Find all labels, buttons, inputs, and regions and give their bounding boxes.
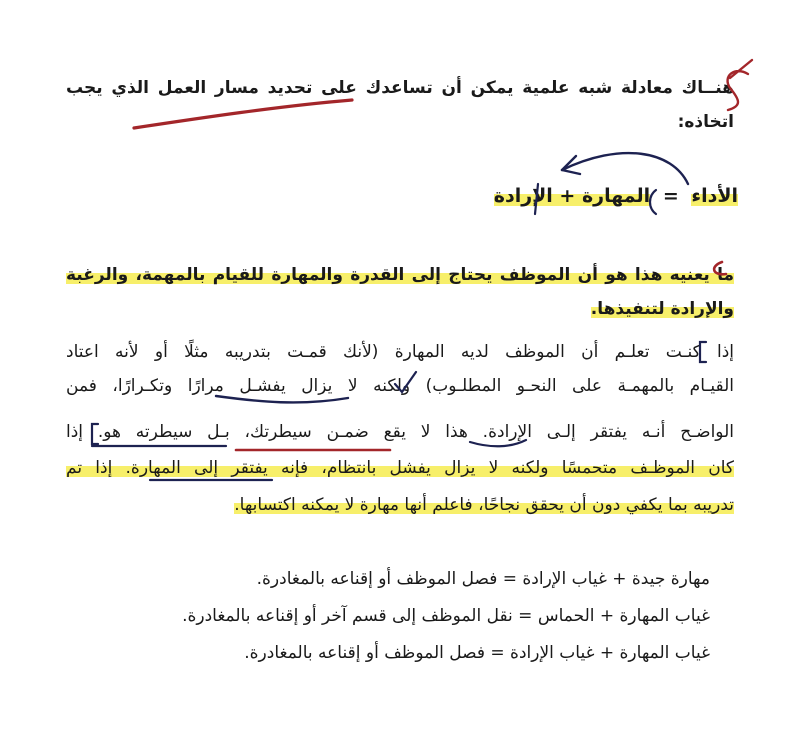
equation-1: مهارة جيدة + غياب الإرادة = فصل الموظف أو إقناعه بالمغادرة. [256,569,710,589]
red-underline-intro [134,100,352,128]
formula-equals: = [662,185,679,207]
paragraph-line-3: الواضـح أنـه يفتقر إلـى الإرادة. هذا لا يقع ضمـن سيطرتك، بـل سيطرته هو. إذا [66,422,734,442]
arrow-head [562,156,580,174]
formula-lhs: الأداء [691,185,738,207]
paragraph-line-2: القيـام بالمهمـة على النحـو المطلـوب) ولكنه لا يزال يفشـل مرارًا وتكـرارًا، فمن [66,376,734,396]
formula-rhs: المهارة + الإرادة [493,185,651,207]
intro-line-2: اتخاذه: [677,112,734,132]
paragraph-line-4 [66,456,734,480]
equation-2: غياب المهارة + الحماس = نقل الموظف إلى قسم آخر أو إقناعه بالمغادرة. [182,606,710,626]
meaning-line-1-text: ما يعنيه هذا هو أن الموظف يحتاج إلى القدرة والمهارة للقيام بالمهمة، والرغبة [66,265,734,285]
paragraph-line-5 [234,493,734,517]
curved-arrow [562,153,688,184]
formula [494,184,738,208]
meaning-line-2-text: والإرادة لتنفيذها. [590,299,734,319]
meaning-line-1 [66,263,734,287]
meaning-line-2 [591,297,734,321]
intro-line-1: هنــاك معادلة شبه علمية يمكن أن تساعدك على تحديد مسار العمل الذي يجب [66,78,734,98]
equation-3: غياب المهارة + غياب الإرادة = فصل الموظف أو إقناعه بالمغادرة. [244,643,710,663]
paragraph-line-1: إذا كنـت تعلـم أن الموظف لديه المهارة (لأنك قمـت بتدريبه مثلًا أو لأنه اعتاد [66,342,734,362]
paragraph-line-5-text: تدريبه بما يكفي دون أن يحقق نجاحًا، فاعلم أنها مهارة لا يمكنه اكتسابها. [234,495,734,515]
paragraph-line-4-text: كان الموظـف متحمسًا ولكنه لا يزال يفشل بانتظام، فإنه يفتقر إلى المهارة. إذا تم [66,458,734,478]
